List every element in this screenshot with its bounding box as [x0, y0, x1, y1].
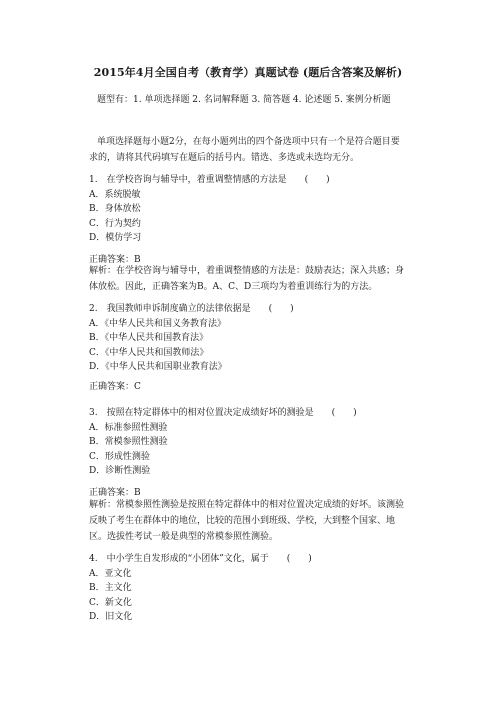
question-4-option-a: A．亚文化 [89, 568, 132, 579]
question-types-line: 题型有：1. 单项选择题 2. 名词解释题 3. 简答题 4. 论述题 5. 案例分析题 [97, 95, 391, 105]
question-3-option-c: C．形成性测验 [89, 451, 150, 462]
question-4-stem: 4. 中小学生自发形成的“小团体”文化，属于 ( ) [89, 554, 312, 564]
question-2 [89, 302, 419, 375]
question-1-option-d: D．模仿学习 [89, 233, 142, 243]
question-2-option-b: B．《中华人民共和国教育法》 [89, 333, 209, 343]
question-3-answer: 正确答案：B [89, 488, 141, 498]
question-3-option-d: D．诊断性测验 [89, 466, 151, 476]
question-1-stem: 1. 在学校咨询与辅导中，着重调整情感的方法是 ( ) [89, 175, 330, 185]
question-1-option-b: B．身体放松 [89, 204, 141, 214]
question-2-option-c: C．《中华人民共和国教师法》 [89, 347, 209, 358]
question-2-stem: 2. 我国教师申诉制度确立的法律依据是 ( ) [89, 304, 294, 314]
section-instructions: 单项选择题每小题2分，在每小题列出的四个备选项中只有一个是符合题目要求的，请将其代码填写在题后的括号内。错选、多选或未选均无分。 [89, 137, 400, 163]
question-2-answer: 正确答案：C [89, 382, 141, 392]
question-1-explanation: 解析：在学校咨询与辅导中，着重调整情感的方法是：鼓励表达；深入共感；身体放松。因此，正确答案为B。A、C、D三项均为着重训练行为的方法。 [89, 266, 405, 292]
question-3-stem: 3. 按照在特定群体中的相对位置决定成绩好坏的测验是 ( ) [89, 408, 357, 418]
question-2-option-a: A．《中华人民共和国义务教育法》 [89, 318, 227, 329]
question-3-explanation: 解析：常模参照性测验是按照在特定群体中的相对位置决定成绩的好坏。该测验反映了考生在群体中的地位，比较的范围小到班级、学校，大到整个国家、地区。选拔性考试一般是典型的常模参照性测验。 [89, 500, 405, 542]
question-4 [89, 552, 419, 625]
question-1-option-a: A．系统脱敏 [89, 189, 141, 200]
question-1-answer: 正确答案：B [89, 255, 141, 265]
question-1-option-c: C．行为契约 [89, 218, 141, 229]
question-3-option-a: A．标准参照性测验 [89, 422, 168, 433]
document-title: 2015年4月全国自考（教育学）真题试卷 (题后含答案及解析) [93, 66, 403, 79]
question-2-option-d: D．《中华人民共和国职业教育法》 [89, 362, 227, 372]
question-4-option-d: D．旧文化 [89, 612, 133, 622]
question-3-option-b: B．常模参照性测验 [89, 437, 168, 447]
question-1 [89, 173, 419, 246]
question-4-option-b: B．主文化 [89, 583, 132, 593]
question-3 [89, 406, 419, 479]
question-4-option-c: C．新文化 [89, 597, 132, 608]
